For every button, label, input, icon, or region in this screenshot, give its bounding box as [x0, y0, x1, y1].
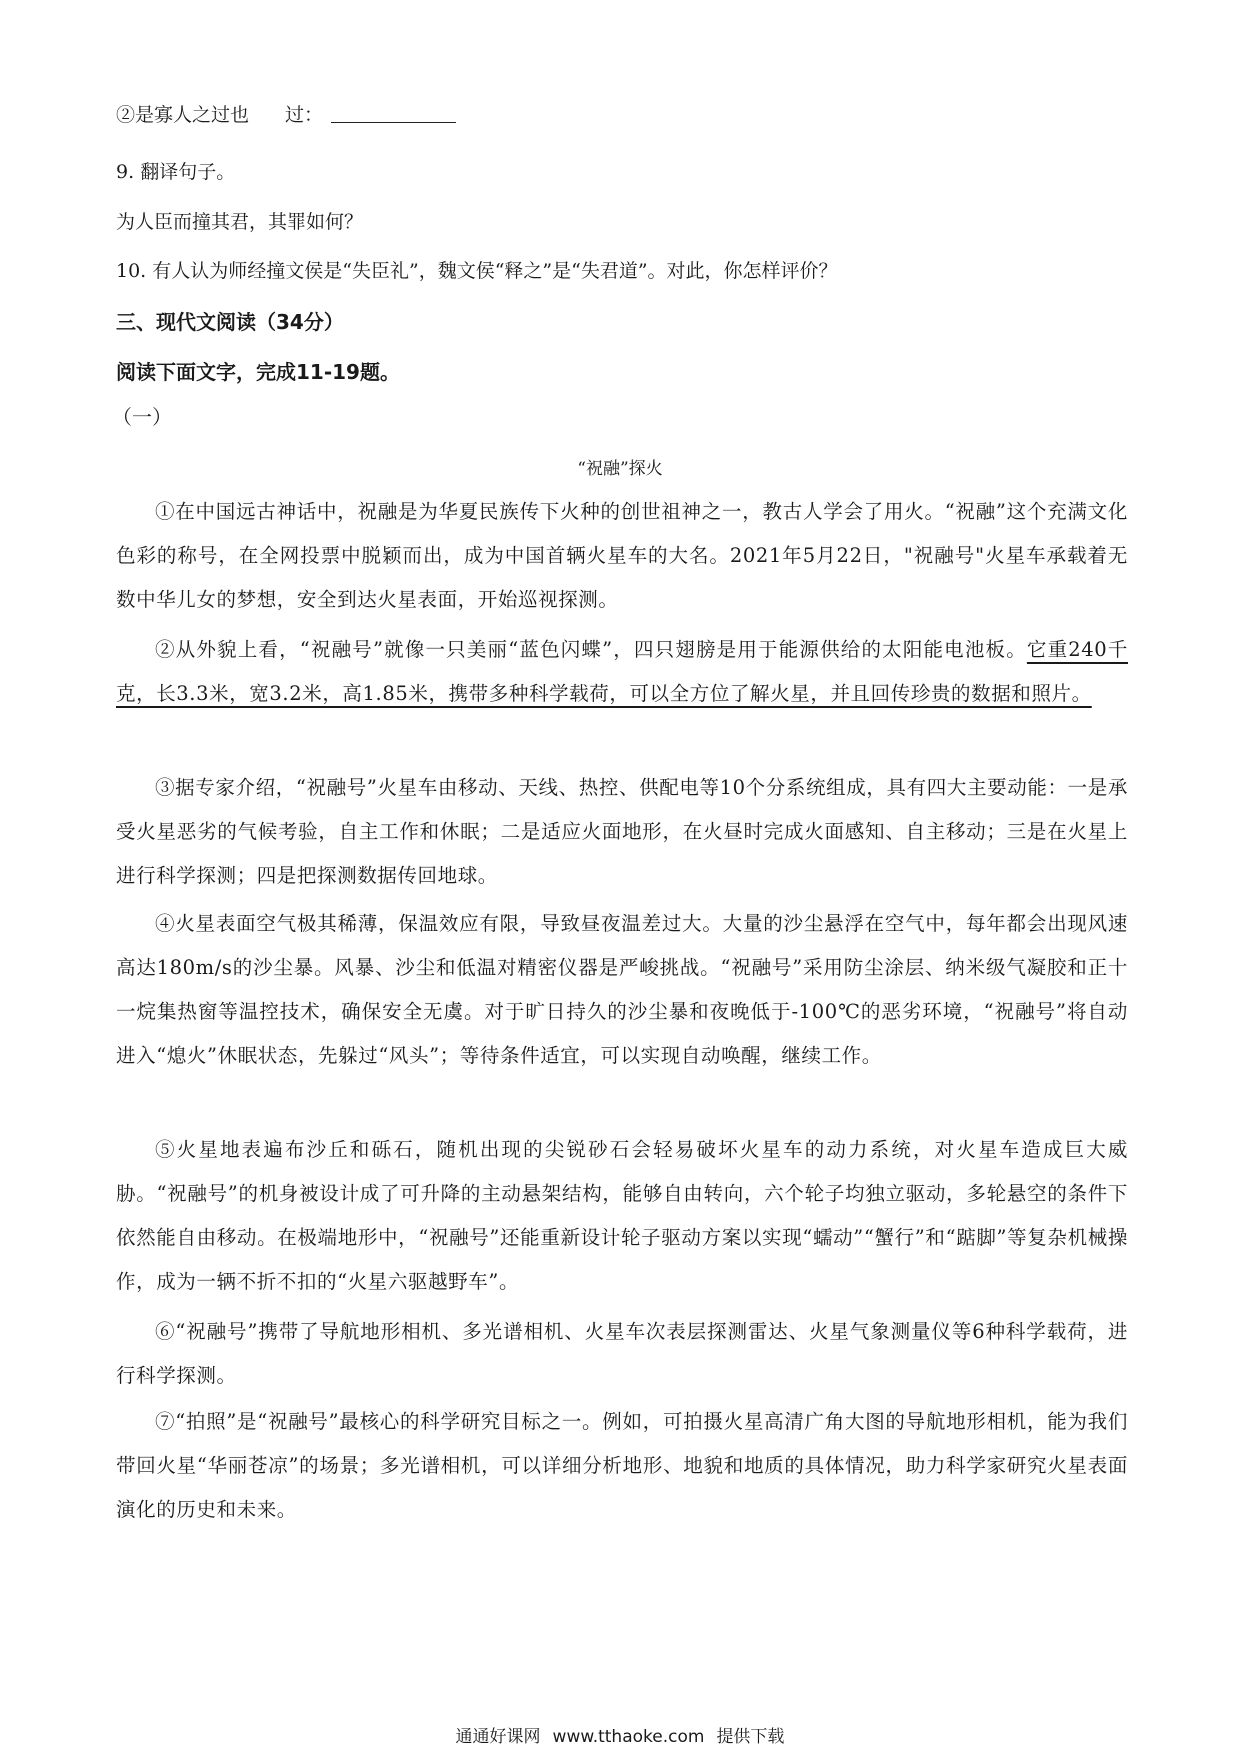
answer-blank	[331, 104, 456, 123]
page-footer	[0, 1722, 1240, 1747]
paragraph-7: ⑦“拍照”是“祝融号”最核心的科学研究目标之一。例如，可拍摄火星高清广角大图的导航地形相机，能为我们带回火星“华丽苍凉”的场景；多光谱相机，可以详细分析地形、地貌和地质的具体情况，助力科学家研究火星表面演化的历史和未来。	[116, 1410, 1128, 1521]
paragraph-2	[116, 628, 1128, 716]
paragraph-2-underlined: 它重240千克，长3.3米，宽3.2米，高1.85米，携带多种科学载荷，可以全方位了解火星，并且回传珍贵的数据和照片。	[116, 638, 1128, 705]
footer-url[interactable]: www.tthaoke.com	[552, 1727, 705, 1747]
q10-prompt: 有人认为师经撞文侯是“失臣礼”，魏文侯“释之”是“失君道”。对此，你怎样评价？	[152, 260, 838, 282]
footer-site-name: 通通好课网	[455, 1727, 541, 1747]
question-8-item-2	[116, 100, 456, 127]
q10-number: 10.	[116, 260, 147, 282]
q9-number: 9.	[116, 161, 135, 183]
part-label: （一）	[112, 405, 172, 429]
q8-item2-text: ②是寡人之过也	[116, 104, 250, 126]
paragraph-4: ④火星表面空气极其稀薄，保温效应有限，导致昼夜温差过大。大量的沙尘悬浮在空气中，每年都会出现风速高达180m/s的沙尘暴。风暴、沙尘和低温对精密仪器是严峻挑战。“祝融号”采用防尘涂层、纳米级气凝胶和正十一烷集热窗等温控技术，确保安全无虞。对于旷日持久的沙尘暴和夜晚低于-100℃的恶劣环境，“祝融号”将自动进入“熄火”休眠状态，先躲过“风头”；等待条件适宜，可以实现自动唤醒，继续工作。	[116, 912, 1128, 1067]
section-heading: 三、现代文阅读（34分）	[116, 310, 344, 334]
paragraph-5: ⑤火星地表遍布沙丘和砾石，随机出现的尖锐砂石会轻易破坏火星车的动力系统，对火星车造成巨大威胁。“祝融号”的机身被设计成了可升降的主动悬架结构，能够自由转向，六个轮子均独立驱动，多轮悬空的条件下依然能自由移动。在极端地形中，“祝融号”还能重新设计轮子驱动方案以实现“蠕动”“蟹行”和“踮脚”等复杂机械操作，成为一辆不折不扣的“火星六驱越野车”。	[116, 1138, 1128, 1293]
paragraph-3: ③据专家介绍，“祝融号”火星车由移动、天线、热控、供配电等10个分系统组成，具有四大主要动能：一是承受火星恶劣的气候考验，自主工作和休眠；二是适应火面地形，在火昼时完成火面感知、自主移动；三是在火星上进行科学探测；四是把探测数据传回地球。	[116, 776, 1128, 887]
paragraph-2-text: ②从外貌上看，“祝融号”就像一只美丽“蓝色闪蝶”，四只翅膀是用于能源供给的太阳能电池板。	[155, 638, 1027, 661]
q8-item2-label: 过：	[285, 104, 324, 126]
paragraph-1: ①在中国远古神话中，祝融是为华夏民族传下火种的创世祖神之一，教古人学会了用火。“祝融”这个充满文化色彩的称号，在全网投票中脱颖而出，成为中国首辆火星车的大名。2021年5月22日，"祝融号"火星车承载着无数中华儿女的梦想，安全到达火星表面，开始巡视探测。	[116, 500, 1128, 611]
article-title: “祝融”探火	[577, 459, 663, 479]
question-10	[116, 256, 838, 283]
footer-note: 提供下载	[716, 1727, 785, 1747]
section-instruction: 阅读下面文字，完成11-19题。	[116, 360, 400, 384]
question-9	[116, 157, 235, 184]
q9-prompt: 翻译句子。	[140, 161, 236, 183]
question-9-sentence: 为人臣而撞其君，其罪如何？	[116, 211, 364, 233]
paragraph-6: ⑥“祝融号”携带了导航地形相机、多光谱相机、火星车次表层探测雷达、火星气象测量仪等6种科学载荷，进行科学探测。	[116, 1320, 1128, 1387]
